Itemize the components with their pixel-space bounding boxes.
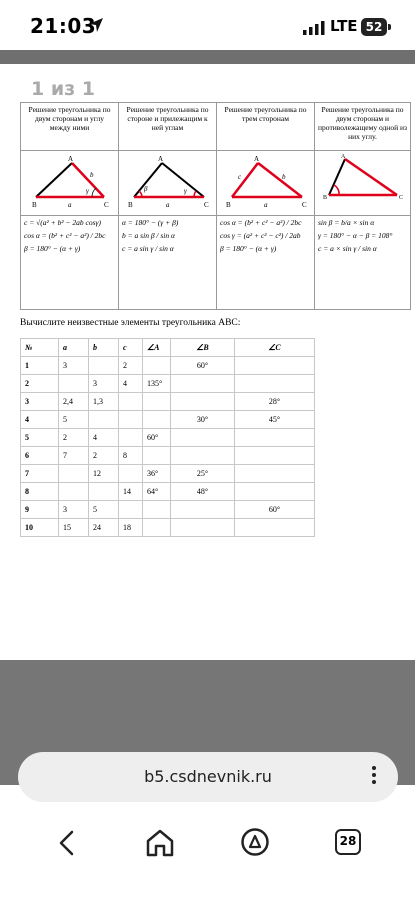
table-cell <box>235 483 315 501</box>
assistant-icon[interactable] <box>240 827 270 857</box>
table-row <box>21 465 315 483</box>
table-cell: 15 <box>59 519 89 537</box>
triangle-label: c <box>237 173 241 181</box>
table-cell <box>59 375 89 393</box>
table-cell <box>89 483 119 501</box>
formula: sin β = b/a × sin α <box>318 218 375 227</box>
triangle-label: A <box>253 155 259 163</box>
table-cell <box>171 501 235 519</box>
triangle-label: B <box>225 201 231 209</box>
back-icon[interactable] <box>56 830 78 856</box>
column-header: c <box>119 339 143 357</box>
formula-cell <box>119 216 217 310</box>
table-row <box>21 501 315 519</box>
status-time: 21:03 <box>30 14 97 38</box>
formula-cell <box>315 216 411 310</box>
triangle-label: a <box>165 201 169 209</box>
triangle-label: B <box>127 201 133 209</box>
column-header: № <box>21 339 59 357</box>
triangle-label: A <box>157 155 163 163</box>
url-text[interactable]: b5.csdnevnik.ru <box>144 767 272 786</box>
table-cell <box>235 465 315 483</box>
table-cell: 24 <box>89 519 119 537</box>
table-cell <box>119 411 143 429</box>
table-cell: 60° <box>171 357 235 375</box>
table-cell: 3 <box>59 501 89 519</box>
table-cell: 2 <box>59 429 89 447</box>
table-cell <box>89 411 119 429</box>
table-cell: 60° <box>235 501 315 519</box>
navigation-bar <box>0 802 415 900</box>
toolbar-strip <box>0 50 415 64</box>
location-arrow-icon <box>88 17 104 33</box>
table-cell: 5 <box>21 429 59 447</box>
table-cell: 45° <box>235 411 315 429</box>
table-cell: 7 <box>59 447 89 465</box>
table-cell <box>59 465 89 483</box>
triangle-label: A <box>341 154 346 160</box>
table-cell: 28° <box>235 393 315 411</box>
table-cell <box>119 465 143 483</box>
table-cell <box>235 447 315 465</box>
table-row <box>21 357 315 375</box>
table-cell <box>59 483 89 501</box>
table-cell: 18 <box>119 519 143 537</box>
triangle-label: C <box>301 201 307 209</box>
table-cell <box>143 411 171 429</box>
table-cell <box>143 393 171 411</box>
formula: c = a × sin γ / sin α <box>318 244 377 253</box>
table-cell: 8 <box>21 483 59 501</box>
table-cell <box>235 429 315 447</box>
page-counter: 1 из 1 <box>31 78 96 100</box>
triangle-label: b <box>281 173 285 181</box>
triangle-label: B <box>31 201 37 209</box>
table-row <box>21 411 315 429</box>
triangle-label: a <box>263 201 267 209</box>
table-cell: 5 <box>59 411 89 429</box>
task-instruction: Вычислите неизвестные элементы треугольника АВС: <box>20 318 241 328</box>
formula: c = a sin γ / sin α <box>122 244 174 253</box>
table-cell <box>171 429 235 447</box>
table-cell: 3 <box>59 357 89 375</box>
triangle-label: b <box>89 171 93 179</box>
table-cell: 60° <box>143 429 171 447</box>
table-cell: 135° <box>143 375 171 393</box>
table-cell <box>171 393 235 411</box>
formula: b = a sin β / sin α <box>122 231 175 240</box>
formula: α = 180° − (γ + β) <box>122 218 179 227</box>
table-cell <box>143 519 171 537</box>
table-cell <box>143 447 171 465</box>
column-header: b <box>89 339 119 357</box>
table-row <box>21 429 315 447</box>
formula-header: Решение треугольника по двум сторонам и противолежащему одной из них углу. <box>315 103 411 151</box>
table-row <box>21 483 315 501</box>
table-cell: 2 <box>119 357 143 375</box>
table-cell <box>119 393 143 411</box>
network-type: LTE <box>330 17 358 35</box>
table-cell <box>235 357 315 375</box>
table-row <box>21 447 315 465</box>
formula-header: Решение треугольника по стороне и прилежащим к ней углам <box>119 103 217 151</box>
formula: cos α = (b² + c² − a²) / 2bc <box>24 231 106 240</box>
table-cell: 9 <box>21 501 59 519</box>
home-icon[interactable] <box>145 829 175 857</box>
table-cell <box>143 501 171 519</box>
column-header: a <box>59 339 89 357</box>
battery-icon <box>361 18 391 36</box>
triangle-label: β <box>143 185 147 193</box>
table-cell <box>119 501 143 519</box>
task-table <box>20 338 315 537</box>
triangle-diagram <box>217 151 315 216</box>
formula: β = 180° − (α + γ) <box>220 244 277 253</box>
battery-level: 52 <box>361 18 387 36</box>
more-menu-icon[interactable] <box>370 766 378 788</box>
triangle-diagram <box>119 151 217 216</box>
table-cell <box>119 429 143 447</box>
triangle-label: B <box>323 195 328 201</box>
column-header: ∠B <box>171 339 235 357</box>
triangle-label: C <box>399 195 404 201</box>
table-cell: 10 <box>21 519 59 537</box>
table-cell: 4 <box>89 429 119 447</box>
table-cell <box>143 357 171 375</box>
formula-header: Решение треугольника по двум сторонам и углу между ними <box>21 103 119 151</box>
table-cell: 3 <box>21 393 59 411</box>
table-cell: 14 <box>119 483 143 501</box>
formulas-table <box>20 102 411 310</box>
formula: cos γ = (a² + c² − c²) / 2ab <box>220 231 301 240</box>
table-cell: 1,3 <box>89 393 119 411</box>
table-cell: 2 <box>89 447 119 465</box>
formula: cos α = (b² + c² − a²) / 2bc <box>220 218 302 227</box>
formula-header: Решение треугольника по трем сторонам <box>217 103 315 151</box>
formula: β = 180° − (α + γ) <box>24 244 81 253</box>
table-row <box>21 519 315 537</box>
table-cell: 1 <box>21 357 59 375</box>
triangle-label: γ <box>85 187 89 195</box>
table-cell <box>235 519 315 537</box>
formula: c = √(a² + b² − 2ab cosγ) <box>24 218 101 227</box>
table-cell: 3 <box>89 375 119 393</box>
table-cell: 4 <box>119 375 143 393</box>
formula-cell <box>21 216 119 310</box>
table-cell <box>171 375 235 393</box>
table-cell: 64° <box>143 483 171 501</box>
table-cell: 5 <box>89 501 119 519</box>
table-cell: 30° <box>171 411 235 429</box>
table-cell <box>171 447 235 465</box>
table-cell: 25° <box>171 465 235 483</box>
triangle-label: A <box>67 155 73 163</box>
signal-icon <box>303 21 325 35</box>
table-cell: 48° <box>171 483 235 501</box>
triangle-label: C <box>103 201 109 209</box>
formula-cell <box>217 216 315 310</box>
table-cell: 7 <box>21 465 59 483</box>
task-table-header <box>21 339 315 357</box>
formula: γ = 180° − α − β = 108° <box>318 231 393 240</box>
table-cell: 12 <box>89 465 119 483</box>
address-bar[interactable] <box>18 752 398 802</box>
column-header: ∠A <box>143 339 171 357</box>
table-cell <box>171 519 235 537</box>
table-cell: 36° <box>143 465 171 483</box>
table-row <box>21 393 315 411</box>
triangle-label: C <box>203 201 209 209</box>
table-cell: 6 <box>21 447 59 465</box>
table-cell: 8 <box>119 447 143 465</box>
table-cell <box>89 357 119 375</box>
status-bar <box>0 0 415 50</box>
table-cell: 2,4 <box>59 393 89 411</box>
triangle-diagram <box>315 151 411 216</box>
triangle-label: a <box>67 201 71 209</box>
table-cell <box>235 375 315 393</box>
table-row <box>21 375 315 393</box>
triangle-label: γ <box>183 187 187 195</box>
triangle-diagram <box>21 151 119 216</box>
column-header: ∠C <box>235 339 315 357</box>
table-cell: 2 <box>21 375 59 393</box>
tabs-counter-button[interactable]: 28 <box>335 829 361 855</box>
table-cell: 4 <box>21 411 59 429</box>
